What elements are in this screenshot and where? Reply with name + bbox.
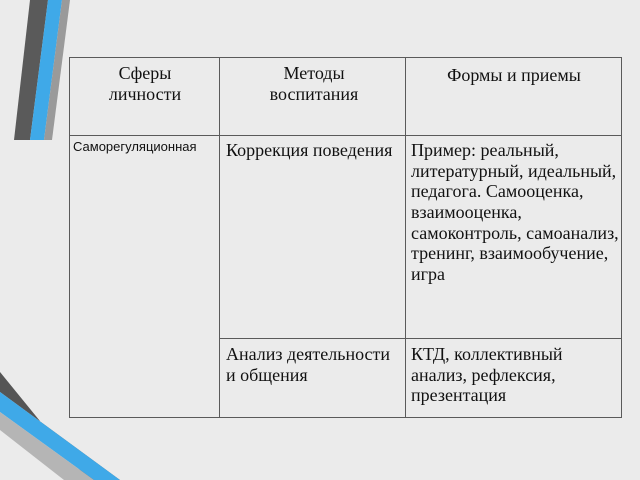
header-spheres: Сферы личности	[108, 63, 182, 104]
methods-table	[69, 57, 622, 418]
table-border-bottom	[69, 417, 622, 418]
forms-analysis-cell: КТД, коллективный анализ, рефлексия, презентация	[411, 344, 563, 406]
column-divider-1	[219, 57, 220, 418]
header-methods: Методы воспитания	[269, 63, 359, 104]
table-border-top	[69, 57, 622, 58]
header-forms: Формы и приемы	[447, 65, 581, 85]
method-correction-cell: Коррекция поведения	[226, 140, 393, 160]
body-row-divider	[219, 338, 622, 339]
table-border-left	[69, 57, 70, 418]
table-border-right	[621, 57, 622, 418]
header-row-divider	[69, 135, 622, 136]
method-analysis-cell: Анализ деятельности и общения	[226, 344, 391, 385]
sphere-cell: Саморегуляционная	[73, 139, 197, 154]
column-divider-2	[405, 57, 406, 418]
forms-correction-cell: Пример: реальный, литературный, идеальный, педагога. Самооценка, взаимооценка, самоконтроль, самоанализ, тренинг, взаимообучение, игра	[411, 140, 619, 285]
